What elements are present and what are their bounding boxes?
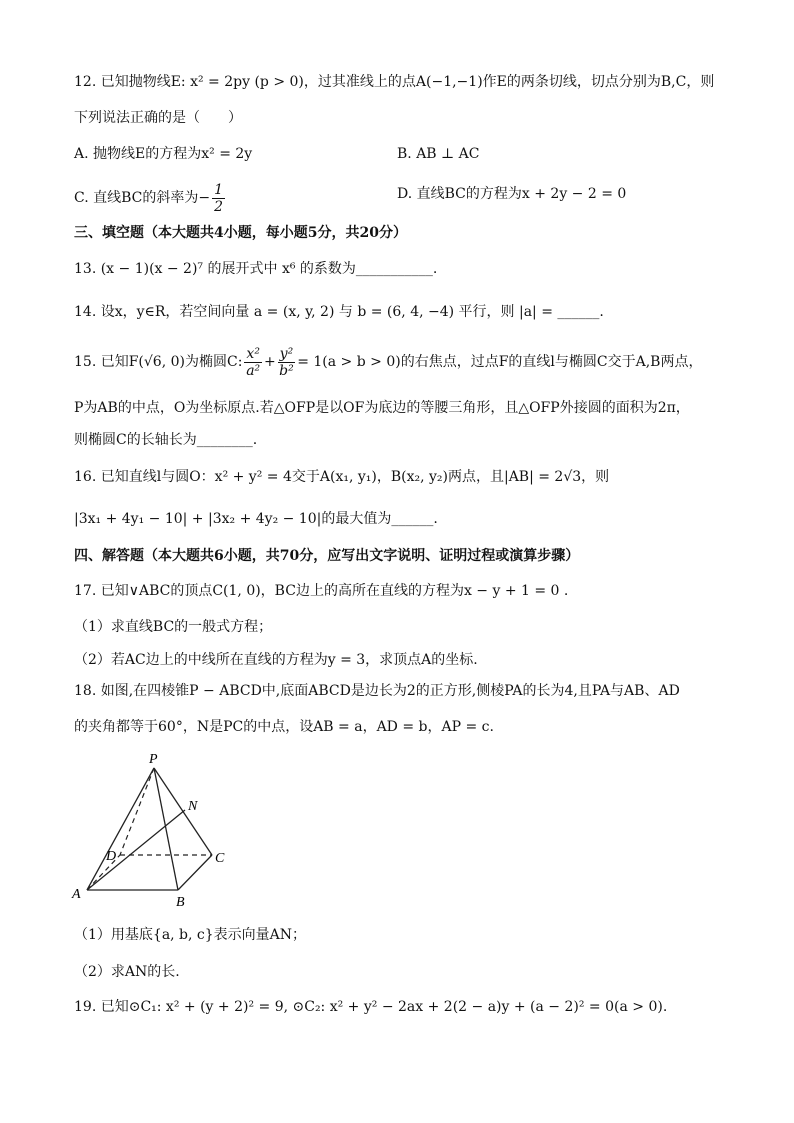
q15-line1-prefix: 15. 已知F(√6, 0)为椭圆C: xyxy=(74,354,243,370)
hidden-edge-AD xyxy=(87,855,120,890)
q17-part2: （2）若AC边上的中线所在直线的方程为y = 3，求顶点A的坐标. xyxy=(74,652,478,668)
label-C: C xyxy=(215,851,225,866)
q15-line1-suffix: = 1(a > b > 0)的右焦点，过点F的直线l与椭圆C交于A,B两点， xyxy=(297,354,703,370)
q16-line2: |3x₁ + 4y₁ − 10| + |3x₂ + 4y₂ − 10|的最大值为______. xyxy=(74,511,438,527)
q12-option-d: D. 直线BC的方程为x + 2y − 2 = 0 xyxy=(397,186,627,202)
section3-header: 三、填空题（本大题共4小题，每小题5分，共20分） xyxy=(74,225,407,241)
q15-fraction-y-den: b² xyxy=(279,362,294,379)
edge-PB xyxy=(154,768,178,890)
q12-option-c-num: 1 xyxy=(214,181,224,198)
q15-fraction-y-num: y² xyxy=(279,345,294,362)
q12-option-c-den: 2 xyxy=(214,198,224,215)
q15-fraction-x-num: x² xyxy=(246,345,260,362)
label-D: D xyxy=(106,849,117,864)
q17-part1: （1）求直线BC的一般式方程； xyxy=(74,619,273,635)
edge-PC xyxy=(154,768,212,855)
edge-AN xyxy=(87,810,185,890)
q12-option-b: B. AB ⊥ AC xyxy=(397,146,480,162)
q16-line1: 16. 已知直线l与圆O：x² + y² = 4交于A(x₁, y₁)，B(x₂, y₂)两点，且|AB| = 2√3，则 xyxy=(74,469,610,485)
label-P: P xyxy=(149,752,158,767)
q12-option-c xyxy=(74,180,227,216)
q15-fraction-y xyxy=(278,346,296,379)
hidden-edge-PD xyxy=(120,768,154,855)
q15-fraction-x xyxy=(244,346,262,379)
q15-plus: + xyxy=(263,354,276,370)
q13-text: 13. (x − 1)(x − 2)⁷ 的展开式中 x⁶ 的系数为___________. xyxy=(74,261,438,277)
section4-header: 四、解答题（本大题共6小题，共70分，应写出文字说明、证明过程或演算步骤） xyxy=(74,548,580,564)
q12-option-c-fraction xyxy=(212,182,225,215)
q15-line2: P为AB的中点，O为坐标原点.若△OFP是以OF为底边的等腰三角形，且△OFP外接圆的面积为2π， xyxy=(74,400,690,416)
label-N: N xyxy=(188,799,198,814)
label-B: B xyxy=(176,895,185,910)
q19-text: 19. 已知⊙C₁: x² + (y + 2)² = 9, ⊙C₂: x² + y² − 2ax + 2(2 − a)y + (a − 2)² = 0(a > 0). xyxy=(74,999,668,1015)
q15-line1 xyxy=(74,344,702,380)
q15-fraction-x-den: a² xyxy=(246,362,261,379)
q12-option-c-prefix: C. 直线BC的斜率为− xyxy=(74,190,211,206)
label-A: A xyxy=(72,887,81,902)
q18-line1: 18. 如图,在四棱锥P − ABCD中,底面ABCD是边长为2的正方形,侧棱PA的长为4,且PA与AB、AD xyxy=(74,683,680,699)
q12-option-a: A. 抛物线E的方程为x² = 2y xyxy=(74,146,253,162)
q14-text: 14. 设x，y∈R，若空间向量 a = (x, y, 2) 与 b = (6, 4, −4) 平行，则 |a| = ______. xyxy=(74,304,604,320)
q12-stem-line2: 下列说法正确的是（ ） xyxy=(74,110,242,126)
q18-part2: （2）求AN的长. xyxy=(74,964,180,980)
q17-stem: 17. 已知∨ABC的顶点C(1, 0)，BC边上的高所在直线的方程为x − y + 1 = 0 . xyxy=(74,583,569,599)
edge-BC xyxy=(178,855,212,890)
q18-part1: （1）用基底{a, b, c}表示向量AN； xyxy=(74,927,307,943)
q15-line3: 则椭圆C的长轴长为________. xyxy=(74,432,258,448)
q18-line2: 的夹角都等于60°，N是PC的中点，设AB = a，AD = b，AP = c. xyxy=(74,719,494,735)
q12-stem-line1: 12. 已知抛物线E: x² = 2py (p > 0)，过其准线上的点A(−1,−1)作E的两条切线，切点分别为B,C，则 xyxy=(74,74,715,90)
edge-PA xyxy=(87,768,154,890)
